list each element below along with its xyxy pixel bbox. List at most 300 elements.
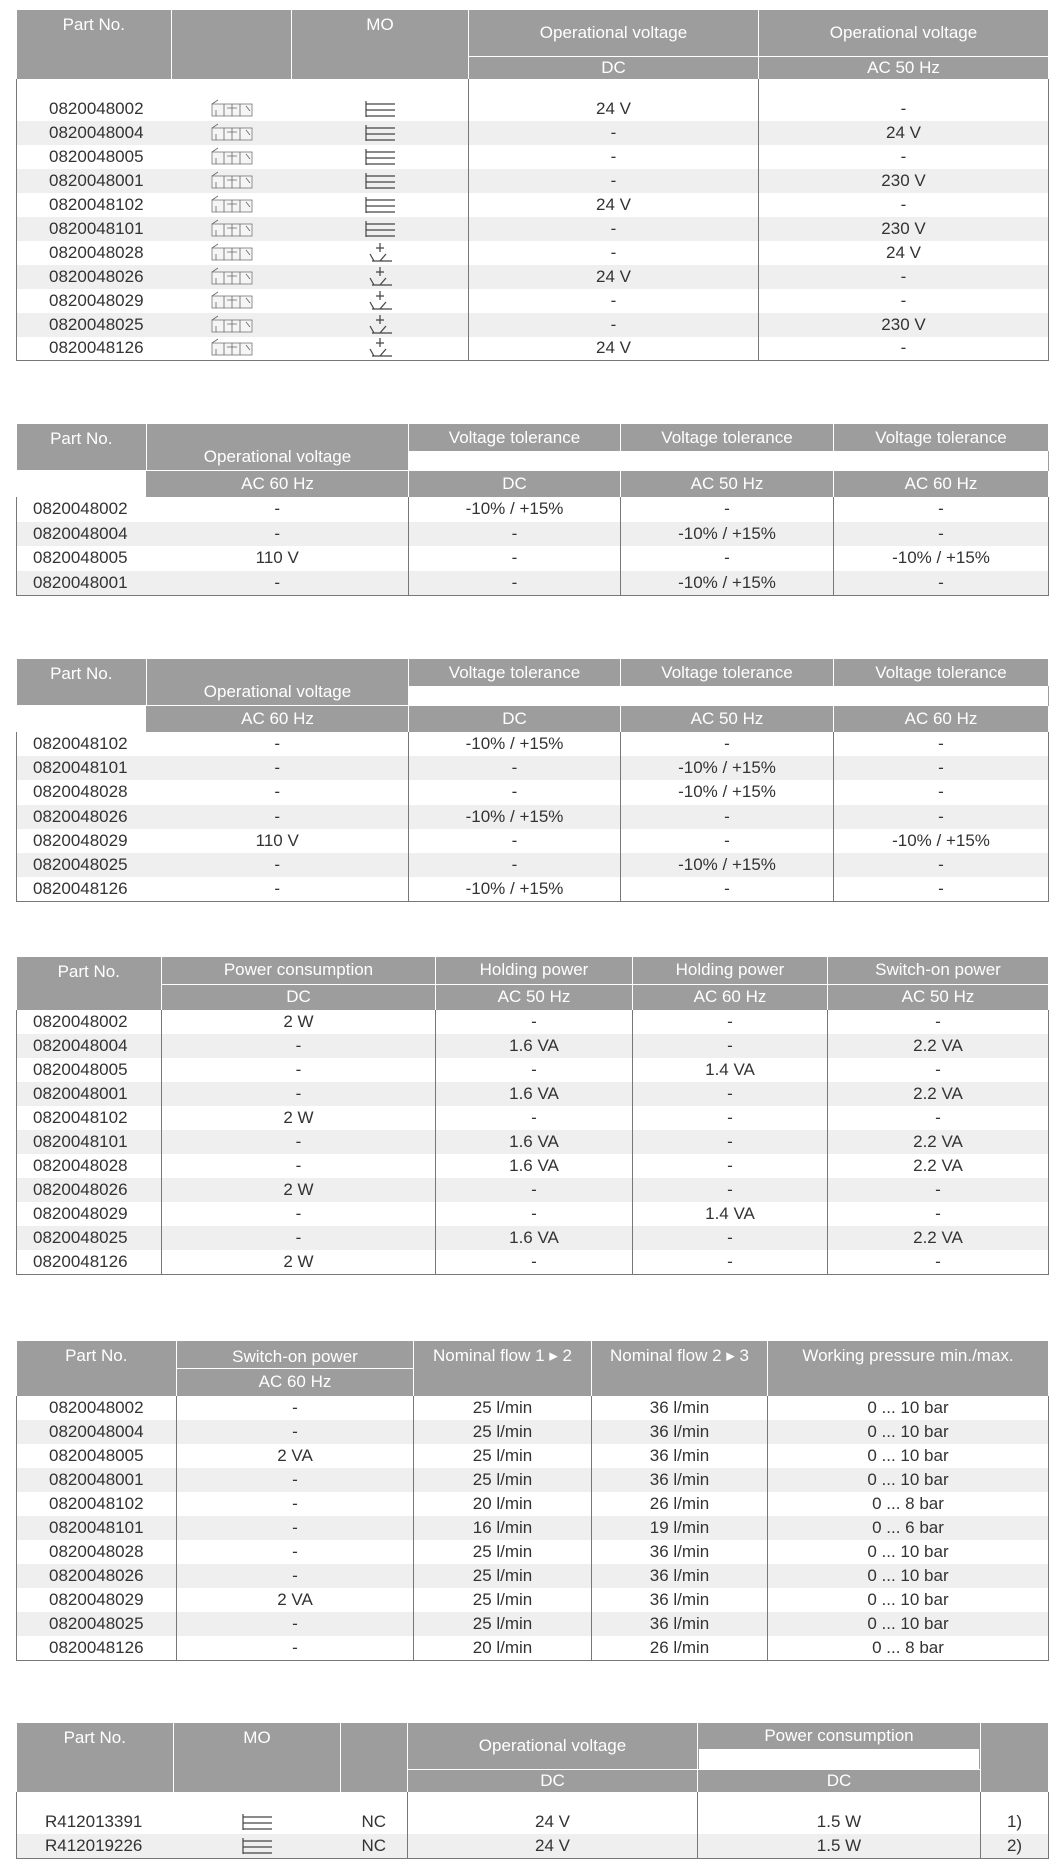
- cell-part-no: 0820048102: [17, 1106, 162, 1130]
- cell-power-dc: 2 W: [162, 1178, 436, 1202]
- pushbutton-operator-icon: [366, 290, 394, 312]
- header-ac50: AC 50 Hz: [621, 470, 834, 497]
- cell-part-no: 0820048025: [17, 313, 172, 337]
- header-blank: [409, 451, 1049, 470]
- table-row: [17, 1636, 1049, 1660]
- cell-switch-on-ac60: -: [177, 1396, 414, 1420]
- cell-switch-on-ac50: -: [828, 1250, 1049, 1274]
- table-row: [17, 1010, 1049, 1034]
- power-table: [16, 957, 1049, 1275]
- cell-holding-ac50: 1.6 VA: [436, 1082, 633, 1106]
- cell-part-no: 0820048005: [17, 1058, 162, 1082]
- cell-ac50: -: [759, 337, 1049, 361]
- table-row: [17, 1834, 1049, 1858]
- bracket-operator-icon: [363, 123, 397, 143]
- header-ac60: AC 60 Hz: [633, 984, 828, 1010]
- table-row: [17, 1082, 1049, 1106]
- cell-op-ac60: -: [274, 734, 281, 754]
- cell-op-ac60: 110 V: [255, 548, 299, 568]
- cell-power-dc: 2 W: [162, 1250, 436, 1274]
- table-row: [17, 121, 1049, 145]
- cell-power-dc: -: [162, 1082, 436, 1106]
- cell-ac50: -: [759, 265, 1049, 289]
- table-row: [17, 1564, 1049, 1588]
- cell-mo: [292, 193, 469, 217]
- header-ac50: AC 50 Hz: [621, 705, 834, 732]
- header-pressure: Working pressure min./max.: [768, 1341, 1049, 1396]
- cell-op-ac60: -: [147, 522, 409, 547]
- header-empty: [17, 470, 147, 497]
- cell-symbol: [172, 289, 292, 313]
- valve-symbol-icon: [210, 123, 254, 143]
- cell-symbol: [172, 217, 292, 241]
- cell-ac50: 24 V: [759, 241, 1049, 265]
- table-row: [17, 169, 1049, 193]
- cell-pressure: 0 ... 10 bar: [768, 1396, 1049, 1420]
- header-empty: [17, 705, 147, 732]
- header-ac50: AC 50 Hz: [828, 984, 1049, 1010]
- cell-dc: -: [469, 313, 759, 337]
- cell-vt-ac60: -: [834, 780, 1049, 804]
- cell-part-no: 0820048004: [17, 522, 147, 547]
- cell-pressure: 0 ... 8 bar: [768, 1492, 1049, 1516]
- table-row: [17, 571, 1049, 596]
- cell-vt-ac50: -10% / +15%: [621, 571, 834, 596]
- cell-switch-on-ac60: -: [177, 1564, 414, 1588]
- valve-symbol-icon: [210, 291, 254, 311]
- cell-switch-on-ac60: 2 VA: [177, 1444, 414, 1468]
- cell-flow12: 20 l/min: [414, 1492, 592, 1516]
- header-ac60: AC 60 Hz: [834, 705, 1049, 732]
- cell-mo: [292, 217, 469, 241]
- cell-power-dc: 1.5 W: [698, 1810, 981, 1834]
- cell-mo: [292, 241, 469, 265]
- valve-symbol-icon: [210, 243, 254, 263]
- cell-flow23: 36 l/min: [592, 1468, 768, 1492]
- header-part-no: Part No.: [17, 424, 147, 470]
- table-row: [17, 313, 1049, 337]
- header-holding-50: Holding power: [436, 957, 633, 984]
- cell-vt-dc: -10% / +15%: [409, 732, 621, 756]
- cell-note: 1): [981, 1810, 1049, 1834]
- bracket-operator-icon: [240, 1812, 274, 1832]
- table-row: [17, 780, 1049, 804]
- cell-mo: [292, 337, 469, 361]
- cell-part-no: 0820048001: [17, 571, 147, 596]
- cell-mo: [292, 289, 469, 313]
- cell-vt-ac60: -10% / +15%: [834, 546, 1049, 571]
- cell-vt-ac60: -: [834, 522, 1049, 547]
- cell-flow23: 36 l/min: [592, 1420, 768, 1444]
- cell-vt-ac60: -: [834, 877, 1049, 901]
- cell-symbol: [172, 97, 292, 121]
- cell-part-no: 0820048002: [17, 1010, 162, 1034]
- header-type: [341, 1723, 408, 1792]
- cell-mo: [292, 313, 469, 337]
- cell-dc: -: [469, 145, 759, 169]
- cell-vt-ac60: -: [834, 571, 1049, 596]
- header-mo: MO: [174, 1723, 341, 1792]
- header-dc: DC: [408, 1770, 698, 1793]
- cell-dc: 24 V: [469, 337, 759, 361]
- cell-power-dc: 2 W: [162, 1106, 436, 1130]
- header-ac60: AC 60 Hz: [177, 1368, 414, 1396]
- cell-flow12: 25 l/min: [414, 1612, 592, 1636]
- cell-part-no: 0820048001: [17, 1468, 177, 1492]
- cell-flow12: 25 l/min: [414, 1396, 592, 1420]
- header-dc: DC: [409, 705, 621, 732]
- cell-holding-ac60: -: [633, 1250, 828, 1274]
- cell-power-dc: 1.5 W: [698, 1834, 981, 1858]
- pushbutton-operator-icon: [366, 337, 394, 359]
- cell-symbol: [172, 313, 292, 337]
- header-blank: [409, 686, 1049, 705]
- cell-holding-ac60: -: [633, 1226, 828, 1250]
- header-vt-dc: Voltage tolerance: [409, 659, 621, 686]
- cell-pressure: 0 ... 10 bar: [768, 1564, 1049, 1588]
- table-row: [17, 756, 1049, 780]
- flow-pressure-table: [16, 1341, 1049, 1661]
- cell-vt-ac50: -10% / +15%: [621, 780, 834, 804]
- header-flow12: Nominal flow 1 ▸ 2: [414, 1341, 592, 1396]
- cell-switch-on-ac50: -: [828, 1106, 1049, 1130]
- cell-ac50: 230 V: [759, 313, 1049, 337]
- cell-dc: 24 V: [408, 1834, 698, 1858]
- table-row: [17, 1250, 1049, 1274]
- voltage-tolerance-table-1: [16, 424, 1049, 596]
- cell-flow23: 19 l/min: [592, 1516, 768, 1540]
- cell-holding-ac60: -: [633, 1034, 828, 1058]
- table-row: [17, 1130, 1049, 1154]
- cell-pressure: 0 ... 10 bar: [768, 1444, 1049, 1468]
- cell-part-no: 0820048025: [17, 1612, 177, 1636]
- cell-vt-dc: -10% / +15%: [409, 805, 621, 829]
- cell-part-no: 0820048004: [17, 1034, 162, 1058]
- bracket-operator-icon: [363, 171, 397, 191]
- cell-ac50: -: [759, 145, 1049, 169]
- cell-part-no: 0820048026: [17, 1564, 177, 1588]
- cell-part-no: 0820048102: [17, 732, 147, 756]
- cell-vt-ac50: -10% / +15%: [621, 522, 834, 547]
- table-row: [17, 1178, 1049, 1202]
- cell-pressure: 0 ... 10 bar: [768, 1468, 1049, 1492]
- bracket-operator-icon: [363, 147, 397, 167]
- cell-dc: 24 V: [408, 1810, 698, 1834]
- table-row: [17, 97, 1049, 121]
- valve-symbol-icon: [210, 315, 254, 335]
- cell-op-ac60: -: [147, 877, 409, 901]
- cell-op-ac60: -: [147, 853, 409, 877]
- cell-mo: [292, 121, 469, 145]
- cell-part-no: 0820048001: [17, 169, 172, 193]
- table-row: [17, 1810, 1049, 1834]
- cell-flow12: 20 l/min: [414, 1636, 592, 1660]
- cell-vt-dc: -: [409, 853, 621, 877]
- table-row: [17, 1516, 1049, 1540]
- cell-flow12: 25 l/min: [414, 1444, 592, 1468]
- cell-vt-dc: -10% / +15%: [409, 877, 621, 901]
- cell-holding-ac50: 1.6 VA: [436, 1226, 633, 1250]
- cell-pressure: 0 ... 8 bar: [768, 1636, 1049, 1660]
- cell-part-no: 0820048026: [17, 1178, 162, 1202]
- header-dc: DC: [698, 1770, 981, 1793]
- header-vt-ac60: Voltage tolerance: [834, 424, 1049, 451]
- cell-symbol: [172, 121, 292, 145]
- cell-vt-ac50: -10% / +15%: [621, 853, 834, 877]
- cell-vt-ac50: -10% / +15%: [621, 756, 834, 780]
- bracket-operator-icon: [363, 219, 397, 239]
- cell-dc: -: [469, 121, 759, 145]
- table-row: [17, 1540, 1049, 1564]
- cell-type: NC: [361, 1812, 387, 1831]
- cell-power-dc: 2 W: [162, 1010, 436, 1034]
- cell-dc: -: [469, 217, 759, 241]
- cell-symbol: [172, 241, 292, 265]
- cell-holding-ac50: -: [436, 1010, 633, 1034]
- cell-pressure: 0 ... 10 bar: [768, 1588, 1049, 1612]
- cell-op-ac60: -: [147, 756, 409, 780]
- cell-vt-dc: -10% / +15%: [409, 497, 621, 522]
- cell-holding-ac50: 1.6 VA: [436, 1154, 633, 1178]
- header-ac50: AC 50 Hz: [759, 56, 1049, 79]
- cell-part-no: 0820048005: [17, 145, 172, 169]
- cell-pressure: 0 ... 10 bar: [768, 1612, 1049, 1636]
- cell-holding-ac60: -: [633, 1154, 828, 1178]
- cell-switch-on-ac50: 2.2 VA: [828, 1130, 1049, 1154]
- table-row: [17, 193, 1049, 217]
- valve-symbol-icon: [210, 219, 254, 239]
- cell-part-no: 0820048029: [17, 289, 172, 313]
- cell-switch-on-ac60: -: [177, 1516, 414, 1540]
- cell-pressure: 0 ... 10 bar: [768, 1540, 1049, 1564]
- header-ac60: AC 60 Hz: [834, 470, 1049, 497]
- cell-dc: -: [469, 241, 759, 265]
- header-power: [698, 1723, 981, 1770]
- header-switch-on: Switch-on power: [177, 1341, 414, 1368]
- cell-holding-ac50: -: [436, 1058, 633, 1082]
- table-row: [17, 853, 1049, 877]
- header-op-voltage: Operational voltage: [408, 1723, 698, 1770]
- cell-switch-on-ac60: -: [177, 1540, 414, 1564]
- cell-flow23: 36 l/min: [592, 1564, 768, 1588]
- cell-type: NC: [341, 1834, 408, 1858]
- cell-part-no: 0820048001: [17, 1082, 162, 1106]
- header-part-no: Part No.: [17, 659, 147, 705]
- cell-vt-ac60: -: [834, 756, 1049, 780]
- cell-vt-dc: -: [409, 780, 621, 804]
- cell-holding-ac50: 1.6 VA: [436, 1130, 633, 1154]
- cell-part-no: 0820048126: [17, 1250, 162, 1274]
- cell-vt-ac50: -: [621, 732, 834, 756]
- cell-part-no: 0820048025: [17, 853, 147, 877]
- cell-part-no: 0820048004: [17, 1420, 177, 1444]
- cell-dc: -: [469, 169, 759, 193]
- cell-part-no: R412019226: [17, 1834, 174, 1858]
- table-row: [17, 1468, 1049, 1492]
- header-op-voltage: Operational voltage: [147, 659, 409, 705]
- table-row: [17, 522, 1049, 547]
- cell-mo: [292, 169, 469, 193]
- cell-switch-on-ac60: 2 VA: [177, 1588, 414, 1612]
- table-row: [17, 217, 1049, 241]
- cell-vt-ac50: -: [621, 805, 834, 829]
- cell-vt-ac60: -: [834, 853, 1049, 877]
- cell-flow12: 25 l/min: [414, 1468, 592, 1492]
- cell-flow12: 16 l/min: [414, 1516, 592, 1540]
- header-part-no: Part No.: [17, 957, 162, 1010]
- cell-part-no: 0820048101: [17, 1516, 177, 1540]
- header-flow23: Nominal flow 2 ▸ 3: [592, 1341, 768, 1396]
- cell-flow23: 36 l/min: [592, 1612, 768, 1636]
- bracket-operator-icon: [240, 1836, 274, 1856]
- cell-switch-on-ac50: 2.2 VA: [828, 1082, 1049, 1106]
- cell-holding-ac60: -: [633, 1082, 828, 1106]
- cell-holding-ac60: -: [633, 1178, 828, 1202]
- cell-ac50: -: [759, 97, 1049, 121]
- header-ac50: AC 50 Hz: [436, 984, 633, 1010]
- table-row: [17, 337, 1049, 361]
- cell-dc: 24 V: [469, 97, 759, 121]
- valve-symbol-icon: [210, 338, 254, 358]
- header-note: [981, 1723, 1049, 1792]
- valve-symbol-icon: [210, 267, 254, 287]
- cell-mo: [174, 1810, 341, 1834]
- cell-mo: [174, 1834, 341, 1858]
- table-row: [17, 145, 1049, 169]
- cell-power-dc: -: [162, 1154, 436, 1178]
- cell-switch-on-ac60: -: [177, 1468, 414, 1492]
- cell-holding-ac60: 1.4 VA: [633, 1058, 828, 1082]
- cell-dc: 24 V: [469, 265, 759, 289]
- cell-ac50: 24 V: [759, 121, 1049, 145]
- cell-vt-dc: -: [409, 522, 621, 547]
- header-power-label: Power consumption: [764, 1726, 914, 1745]
- header-power-blank: [699, 1749, 979, 1769]
- cell-symbol: [172, 169, 292, 193]
- cell-part-no: 0820048004: [17, 121, 172, 145]
- cell-mo: [292, 145, 469, 169]
- cell-op-ac60: -: [147, 571, 409, 596]
- bracket-operator-icon: [363, 195, 397, 215]
- valve-symbol-icon: [210, 195, 254, 215]
- cell-part-no: 0820048126: [17, 1636, 177, 1660]
- pushbutton-operator-icon: [366, 314, 394, 336]
- cell-switch-on-ac50: 2.2 VA: [828, 1154, 1049, 1178]
- table-row: [17, 877, 1049, 901]
- cell-flow23: 26 l/min: [592, 1636, 768, 1660]
- cell-part-no: 0820048002: [17, 497, 147, 522]
- header-dc: DC: [409, 470, 621, 497]
- cell-flow12: 25 l/min: [414, 1588, 592, 1612]
- cell-part-no: 0820048102: [17, 1492, 177, 1516]
- cell-switch-on-ac60: -: [177, 1420, 414, 1444]
- cell-holding-ac50: 1.6 VA: [436, 1034, 633, 1058]
- cell-symbol: [172, 337, 292, 361]
- cell-part-no: 0820048101: [17, 756, 147, 780]
- table-row: [17, 1396, 1049, 1420]
- cell-vt-ac50: -: [621, 497, 834, 522]
- header-part-no: Part No.: [17, 1723, 174, 1792]
- cell-part-no: 0820048028: [17, 1154, 162, 1178]
- cell-mo: [292, 97, 469, 121]
- cell-part-no: 0820048005: [17, 1444, 177, 1468]
- cell-symbol: [172, 265, 292, 289]
- header-switch-on: Switch-on power: [828, 957, 1049, 984]
- valve-symbol-icon: [210, 171, 254, 191]
- bracket-operator-icon: [363, 99, 397, 119]
- header-op-voltage: Operational voltage: [147, 424, 409, 470]
- cell-holding-ac60: -: [633, 1130, 828, 1154]
- header-vt-ac60: Voltage tolerance: [834, 659, 1049, 686]
- operational-voltage-table-2: [16, 1723, 1049, 1859]
- cell-switch-on-ac60: -: [177, 1492, 414, 1516]
- header-symbol: [172, 10, 292, 79]
- table-row: [17, 1420, 1049, 1444]
- cell-power-dc: -: [162, 1130, 436, 1154]
- header-ac60: AC 60 Hz: [147, 470, 409, 497]
- cell-power-dc: -: [162, 1202, 436, 1226]
- table-row: [17, 805, 1049, 829]
- cell-part-no: 0820048029: [17, 1588, 177, 1612]
- table-row: [17, 732, 1049, 756]
- cell-vt-ac50: -: [621, 829, 834, 853]
- cell-holding-ac50: -: [436, 1202, 633, 1226]
- cell-flow12: 25 l/min: [414, 1420, 592, 1444]
- table-row: [17, 289, 1049, 313]
- cell-ac50: -: [759, 193, 1049, 217]
- cell-op-ac60: -: [274, 499, 281, 519]
- header-vt-dc: Voltage tolerance: [409, 424, 621, 451]
- cell-power-dc: -: [162, 1226, 436, 1250]
- cell-symbol: [172, 145, 292, 169]
- table-row: [17, 1202, 1049, 1226]
- cell-dc: -: [469, 289, 759, 313]
- cell-part-no: 0820048025: [17, 1226, 162, 1250]
- table-row: [17, 1154, 1049, 1178]
- header-op-voltage-ac50: Operational voltage: [759, 10, 1049, 56]
- cell-holding-ac50: -: [436, 1178, 633, 1202]
- cell-vt-ac50: -: [621, 546, 834, 571]
- cell-flow23: 36 l/min: [592, 1444, 768, 1468]
- valve-symbol-icon: [210, 99, 254, 119]
- cell-power-dc: -: [162, 1058, 436, 1082]
- cell-vt-ac60: -10% / +15%: [834, 829, 1049, 853]
- cell-holding-ac50: -: [436, 1106, 633, 1130]
- cell-vt-dc: -: [409, 829, 621, 853]
- cell-flow12: 25 l/min: [414, 1564, 592, 1588]
- cell-ac50: 230 V: [759, 217, 1049, 241]
- header-op-voltage-dc: Operational voltage: [469, 10, 759, 56]
- table-row: [17, 1492, 1049, 1516]
- cell-part-no: 0820048028: [17, 241, 172, 265]
- header-mo: MO: [292, 10, 469, 79]
- cell-part-no: 0820048002: [17, 97, 172, 121]
- table-row: [17, 1058, 1049, 1082]
- table-row: [17, 1588, 1049, 1612]
- cell-pressure: 0 ... 10 bar: [768, 1420, 1049, 1444]
- cell-part-no: R412013391: [17, 1810, 174, 1834]
- cell-note: 2): [981, 1834, 1049, 1858]
- cell-part-no: 0820048029: [17, 1202, 162, 1226]
- cell-op-ac60: 110 V: [255, 830, 299, 850]
- cell-power-dc: -: [162, 1034, 436, 1058]
- cell-part-no: 0820048126: [17, 877, 147, 901]
- cell-flow12: 25 l/min: [414, 1540, 592, 1564]
- valve-symbol-icon: [210, 147, 254, 167]
- cell-switch-on-ac60: -: [177, 1636, 414, 1660]
- table-row: [17, 1226, 1049, 1250]
- cell-switch-on-ac50: -: [828, 1178, 1049, 1202]
